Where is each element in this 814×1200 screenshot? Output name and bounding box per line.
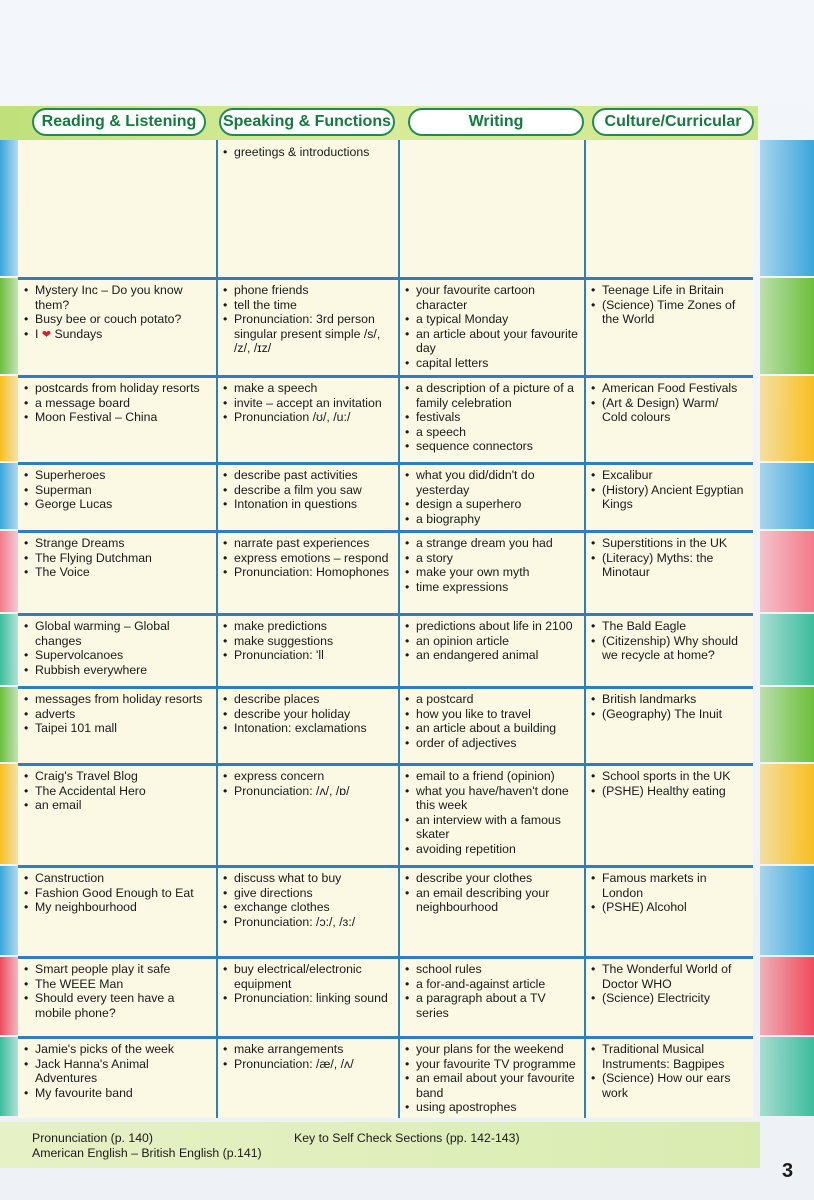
column-divider xyxy=(398,140,400,1118)
list-item: • Canstruction xyxy=(24,871,211,886)
list-item: • your plans for the weekend xyxy=(405,1042,579,1057)
list-item: • describe your clothes xyxy=(405,871,579,886)
list-item: • an article about a building xyxy=(405,721,579,736)
cell-list xyxy=(223,692,393,736)
list-item: • (Literacy) Myths: the Minotaur xyxy=(591,551,747,580)
cell-list xyxy=(223,145,393,160)
cell-list xyxy=(591,381,747,425)
cell-writing xyxy=(405,536,579,594)
list-item: • exchange clothes xyxy=(223,900,393,915)
list-item: • Pronunciation: 'll xyxy=(223,648,393,663)
list-item: • a postcard xyxy=(405,692,579,707)
list-item: • I ❤ Sundays xyxy=(24,327,211,343)
cell-writing xyxy=(405,468,579,526)
cell-writing xyxy=(405,692,579,750)
list-item: • make your own myth xyxy=(405,565,579,580)
list-item: • My favourite band xyxy=(24,1086,211,1101)
list-item: • buy electrical/electronic equipment xyxy=(223,962,393,991)
list-item: • greetings & introductions xyxy=(223,145,393,160)
list-item: • The Bald Eagle xyxy=(591,619,747,634)
cell-list xyxy=(223,381,393,425)
list-item: • a for-and-against article xyxy=(405,977,579,992)
list-item: • order of adjectives xyxy=(405,736,579,751)
cell-writing xyxy=(405,381,579,454)
list-item: • make suggestions xyxy=(223,634,393,649)
cell-list xyxy=(223,619,393,663)
cell-list xyxy=(223,283,393,356)
cell-culture xyxy=(591,283,747,327)
cell-reading xyxy=(24,283,211,342)
column-divider xyxy=(584,140,586,1118)
list-item: • a strange dream you had xyxy=(405,536,579,551)
list-item: • describe places xyxy=(223,692,393,707)
unit-tab xyxy=(760,614,814,685)
list-item: • an endangered animal xyxy=(405,648,579,663)
left-strip xyxy=(0,140,18,276)
list-item: • Famous markets in London xyxy=(591,871,747,900)
footer-pronunciation: Pronunciation (p. 140) xyxy=(32,1131,153,1145)
list-item: • Superstitions in the UK xyxy=(591,536,747,551)
list-item: • your favourite cartoon character xyxy=(405,283,579,312)
cell-speaking xyxy=(223,536,393,580)
row-divider xyxy=(18,375,753,378)
cell-list xyxy=(405,619,579,663)
cell-list xyxy=(405,692,579,750)
list-item: • (PSHE) Alcohol xyxy=(591,900,747,915)
left-strip xyxy=(0,531,18,612)
list-item: • a message board xyxy=(24,396,211,411)
cell-list xyxy=(405,468,579,526)
cell-list xyxy=(405,871,579,915)
cell-culture xyxy=(591,468,747,512)
list-item: • avoiding repetition xyxy=(405,842,579,857)
cell-list xyxy=(405,536,579,594)
heart-icon: ❤ xyxy=(41,328,52,341)
list-item: • school rules xyxy=(405,962,579,977)
list-item: • an article about your favourite day xyxy=(405,327,579,356)
cell-culture xyxy=(591,962,747,1006)
cell-reading xyxy=(24,769,211,813)
list-item: • make a speech xyxy=(223,381,393,396)
row-divider xyxy=(18,1036,753,1039)
header-culture-curricular: Culture/Curricular xyxy=(592,108,754,136)
cell-list xyxy=(24,619,211,677)
list-item: • Global warming – Global changes xyxy=(24,619,211,648)
cell-list xyxy=(405,962,579,1020)
unit-tab xyxy=(760,866,814,955)
cell-list xyxy=(24,962,211,1020)
header-writing: Writing xyxy=(408,108,584,136)
cell-list xyxy=(24,283,211,342)
cell-list xyxy=(591,871,747,915)
list-item: • predictions about life in 2100 xyxy=(405,619,579,634)
list-item: • describe a film you saw xyxy=(223,483,393,498)
list-item: • Supervolcanoes xyxy=(24,648,211,663)
list-item: • messages from holiday resorts xyxy=(24,692,211,707)
list-item: • My neighbourhood xyxy=(24,900,211,915)
cell-list xyxy=(24,1042,211,1100)
list-item: • time expressions xyxy=(405,580,579,595)
row-divider xyxy=(18,865,753,868)
cell-list xyxy=(24,381,211,425)
cell-writing xyxy=(405,283,579,371)
list-item: • how you like to travel xyxy=(405,707,579,722)
left-strip xyxy=(0,687,18,762)
left-strip xyxy=(0,376,18,461)
list-item: • capital letters xyxy=(405,356,579,371)
left-strip xyxy=(0,764,18,864)
cell-speaking xyxy=(223,381,393,425)
cell-list xyxy=(223,536,393,580)
list-item: • (Art & Design) Warm/ Cold colours xyxy=(591,396,747,425)
list-item: • invite – accept an invitation xyxy=(223,396,393,411)
list-item: • The WEEE Man xyxy=(24,977,211,992)
list-item: • British landmarks xyxy=(591,692,747,707)
list-item: • tell the time xyxy=(223,298,393,313)
list-item: • Pronunciation /ʊ/, /u:/ xyxy=(223,410,393,425)
list-item: • an interview with a famous skater xyxy=(405,813,579,842)
cell-list xyxy=(591,536,747,580)
cell-reading xyxy=(24,1042,211,1100)
list-item: • Pronunciation: /ɔ:/, /ɜ:/ xyxy=(223,915,393,930)
list-item: • Fashion Good Enough to Eat xyxy=(24,886,211,901)
unit-tab xyxy=(760,278,814,374)
cell-reading xyxy=(24,871,211,915)
list-item: • a story xyxy=(405,551,579,566)
cell-writing xyxy=(405,962,579,1020)
cell-list xyxy=(24,536,211,580)
list-item: • (Citizenship) Why should we recycle at home? xyxy=(591,634,747,663)
list-item: • The Voice xyxy=(24,565,211,580)
list-item: • your favourite TV programme xyxy=(405,1057,579,1072)
cell-speaking xyxy=(223,145,393,160)
list-item: • (Geography) The Inuit xyxy=(591,707,747,722)
unit-tab xyxy=(760,957,814,1035)
unit-tab xyxy=(760,687,814,762)
cell-reading xyxy=(24,619,211,677)
list-item: • Intonation in questions xyxy=(223,497,393,512)
cell-speaking xyxy=(223,283,393,356)
list-item: • Moon Festival – China xyxy=(24,410,211,425)
list-item: • design a superhero xyxy=(405,497,579,512)
list-item: • discuss what to buy xyxy=(223,871,393,886)
list-item: • phone friends xyxy=(223,283,393,298)
list-item: • Busy bee or couch potato? xyxy=(24,312,211,327)
cell-speaking xyxy=(223,468,393,512)
list-item: • describe past activities xyxy=(223,468,393,483)
list-item: • Teenage Life in Britain xyxy=(591,283,747,298)
cell-list xyxy=(591,283,747,327)
list-item: • Should every teen have a mobile phone? xyxy=(24,991,211,1020)
cell-list xyxy=(24,468,211,512)
header-speaking-functions: Speaking & Functions xyxy=(219,108,395,136)
cell-culture xyxy=(591,692,747,721)
cell-culture xyxy=(591,1042,747,1100)
list-item: • make arrangements xyxy=(223,1042,393,1057)
list-item: • an email about your favourite band xyxy=(405,1071,579,1100)
cell-list xyxy=(591,769,747,798)
list-item: • a paragraph about a TV series xyxy=(405,991,579,1020)
cell-list xyxy=(405,769,579,857)
cell-writing xyxy=(405,619,579,663)
column-divider xyxy=(216,140,218,1118)
cell-list xyxy=(24,692,211,736)
list-item: • Pronunciation: linking sound xyxy=(223,991,393,1006)
row-divider xyxy=(18,956,753,959)
list-item: • Taipei 101 mall xyxy=(24,721,211,736)
list-item: • (Science) How our ears work xyxy=(591,1071,747,1100)
list-item: • Pronunciation: /ʌ/, /ɒ/ xyxy=(223,784,393,799)
list-item: • Superheroes xyxy=(24,468,211,483)
cell-list xyxy=(591,619,747,663)
list-item: • Pronunciation: Homophones xyxy=(223,565,393,580)
list-item: • postcards from holiday resorts xyxy=(24,381,211,396)
list-item: • describe your holiday xyxy=(223,707,393,722)
cell-list xyxy=(24,871,211,915)
cell-speaking xyxy=(223,619,393,663)
list-item: • email to a friend (opinion) xyxy=(405,769,579,784)
row-divider xyxy=(18,763,753,766)
list-item: • adverts xyxy=(24,707,211,722)
list-item: • (Science) Time Zones of the World xyxy=(591,298,747,327)
list-item: • (PSHE) Healthy eating xyxy=(591,784,747,799)
left-strip xyxy=(0,463,18,529)
left-strip xyxy=(0,614,18,685)
list-item: • Mystery Inc – Do you know them? xyxy=(24,283,211,312)
unit-tab xyxy=(760,463,814,529)
unit-tab xyxy=(760,140,814,276)
cell-writing xyxy=(405,1042,579,1115)
list-item: • The Wonderful World of Doctor WHO xyxy=(591,962,747,991)
row-divider xyxy=(18,277,753,280)
list-item: • Smart people play it safe xyxy=(24,962,211,977)
left-strip xyxy=(0,1037,18,1116)
list-item: • The Accidental Hero xyxy=(24,784,211,799)
cell-culture xyxy=(591,769,747,798)
list-item: • Strange Dreams xyxy=(24,536,211,551)
cell-list xyxy=(223,468,393,512)
cell-list xyxy=(223,1042,393,1071)
list-item: • Superman xyxy=(24,483,211,498)
list-item: • The Flying Dutchman xyxy=(24,551,211,566)
list-item: • Jamie's picks of the week xyxy=(24,1042,211,1057)
cell-culture xyxy=(591,871,747,915)
list-item: • a description of a picture of a family celebration xyxy=(405,381,579,410)
cell-reading xyxy=(24,962,211,1020)
unit-tab xyxy=(760,1037,814,1116)
list-item: • festivals xyxy=(405,410,579,425)
left-strip xyxy=(0,278,18,374)
cell-list xyxy=(223,769,393,798)
unit-tab xyxy=(760,764,814,864)
cell-speaking xyxy=(223,769,393,798)
list-item: • a speech xyxy=(405,425,579,440)
row-divider xyxy=(18,613,753,616)
list-item: • a typical Monday xyxy=(405,312,579,327)
list-item: • (Science) Electricity xyxy=(591,991,747,1006)
footer-american-english: American English – British English (p.141) xyxy=(32,1146,262,1160)
list-item: • an opinion article xyxy=(405,634,579,649)
cell-reading xyxy=(24,692,211,736)
cell-culture xyxy=(591,381,747,425)
cell-speaking xyxy=(223,1042,393,1071)
cell-writing xyxy=(405,769,579,857)
cell-speaking xyxy=(223,962,393,1006)
unit-tab xyxy=(760,376,814,461)
list-item: • what you have/haven't done this week xyxy=(405,784,579,813)
list-item: • George Lucas xyxy=(24,497,211,512)
list-item: • Jack Hanna's Animal Adventures xyxy=(24,1057,211,1086)
list-item: • a biography xyxy=(405,512,579,527)
cell-list xyxy=(405,1042,579,1115)
page-number: 3 xyxy=(782,1160,794,1182)
cell-list xyxy=(24,769,211,813)
list-item: • make predictions xyxy=(223,619,393,634)
cell-list xyxy=(591,692,747,721)
list-item: • Rubbish everywhere xyxy=(24,663,211,678)
list-item: • Pronunciation: /æ/, /ʌ/ xyxy=(223,1057,393,1072)
row-divider xyxy=(18,462,753,465)
cell-culture xyxy=(591,536,747,580)
list-item: • American Food Festivals xyxy=(591,381,747,396)
list-item: • express emotions – respond xyxy=(223,551,393,566)
list-item: • what you did/didn't do yesterday xyxy=(405,468,579,497)
list-item: • using apostrophes xyxy=(405,1100,579,1115)
footer-self-check-key: Key to Self Check Sections (pp. 142-143) xyxy=(294,1131,520,1145)
list-item: • an email describing your neighbourhood xyxy=(405,886,579,915)
cell-reading xyxy=(24,536,211,580)
cell-list xyxy=(591,962,747,1006)
cell-list xyxy=(223,871,393,929)
cell-list xyxy=(405,381,579,454)
list-item: • give directions xyxy=(223,886,393,901)
list-item: • Craig's Travel Blog xyxy=(24,769,211,784)
left-strip xyxy=(0,957,18,1035)
cell-speaking xyxy=(223,871,393,929)
list-item: • express concern xyxy=(223,769,393,784)
row-divider xyxy=(18,530,753,533)
list-item: • School sports in the UK xyxy=(591,769,747,784)
cell-reading xyxy=(24,468,211,512)
cell-list xyxy=(591,468,747,512)
list-item: • Traditional Musical Instruments: Bagpipes xyxy=(591,1042,747,1071)
row-divider xyxy=(18,686,753,689)
cell-list xyxy=(405,283,579,371)
cell-reading xyxy=(24,381,211,425)
list-item: • (History) Ancient Egyptian Kings xyxy=(591,483,747,512)
header-reading-listening: Reading & Listening xyxy=(32,108,206,136)
cell-writing xyxy=(405,871,579,915)
left-strip xyxy=(0,866,18,955)
unit-tab xyxy=(760,531,814,612)
cell-list xyxy=(223,962,393,1006)
cell-list xyxy=(591,1042,747,1100)
list-item: • an email xyxy=(24,798,211,813)
cell-culture xyxy=(591,619,747,663)
list-item: • sequence connectors xyxy=(405,439,579,454)
list-item: • Intonation: exclamations xyxy=(223,721,393,736)
cell-speaking xyxy=(223,692,393,736)
list-item: • Pronunciation: 3rd person singular present simple /s/, /z/, /ɪz/ xyxy=(223,312,393,356)
list-item: • Excalibur xyxy=(591,468,747,483)
list-item: • narrate past experiences xyxy=(223,536,393,551)
